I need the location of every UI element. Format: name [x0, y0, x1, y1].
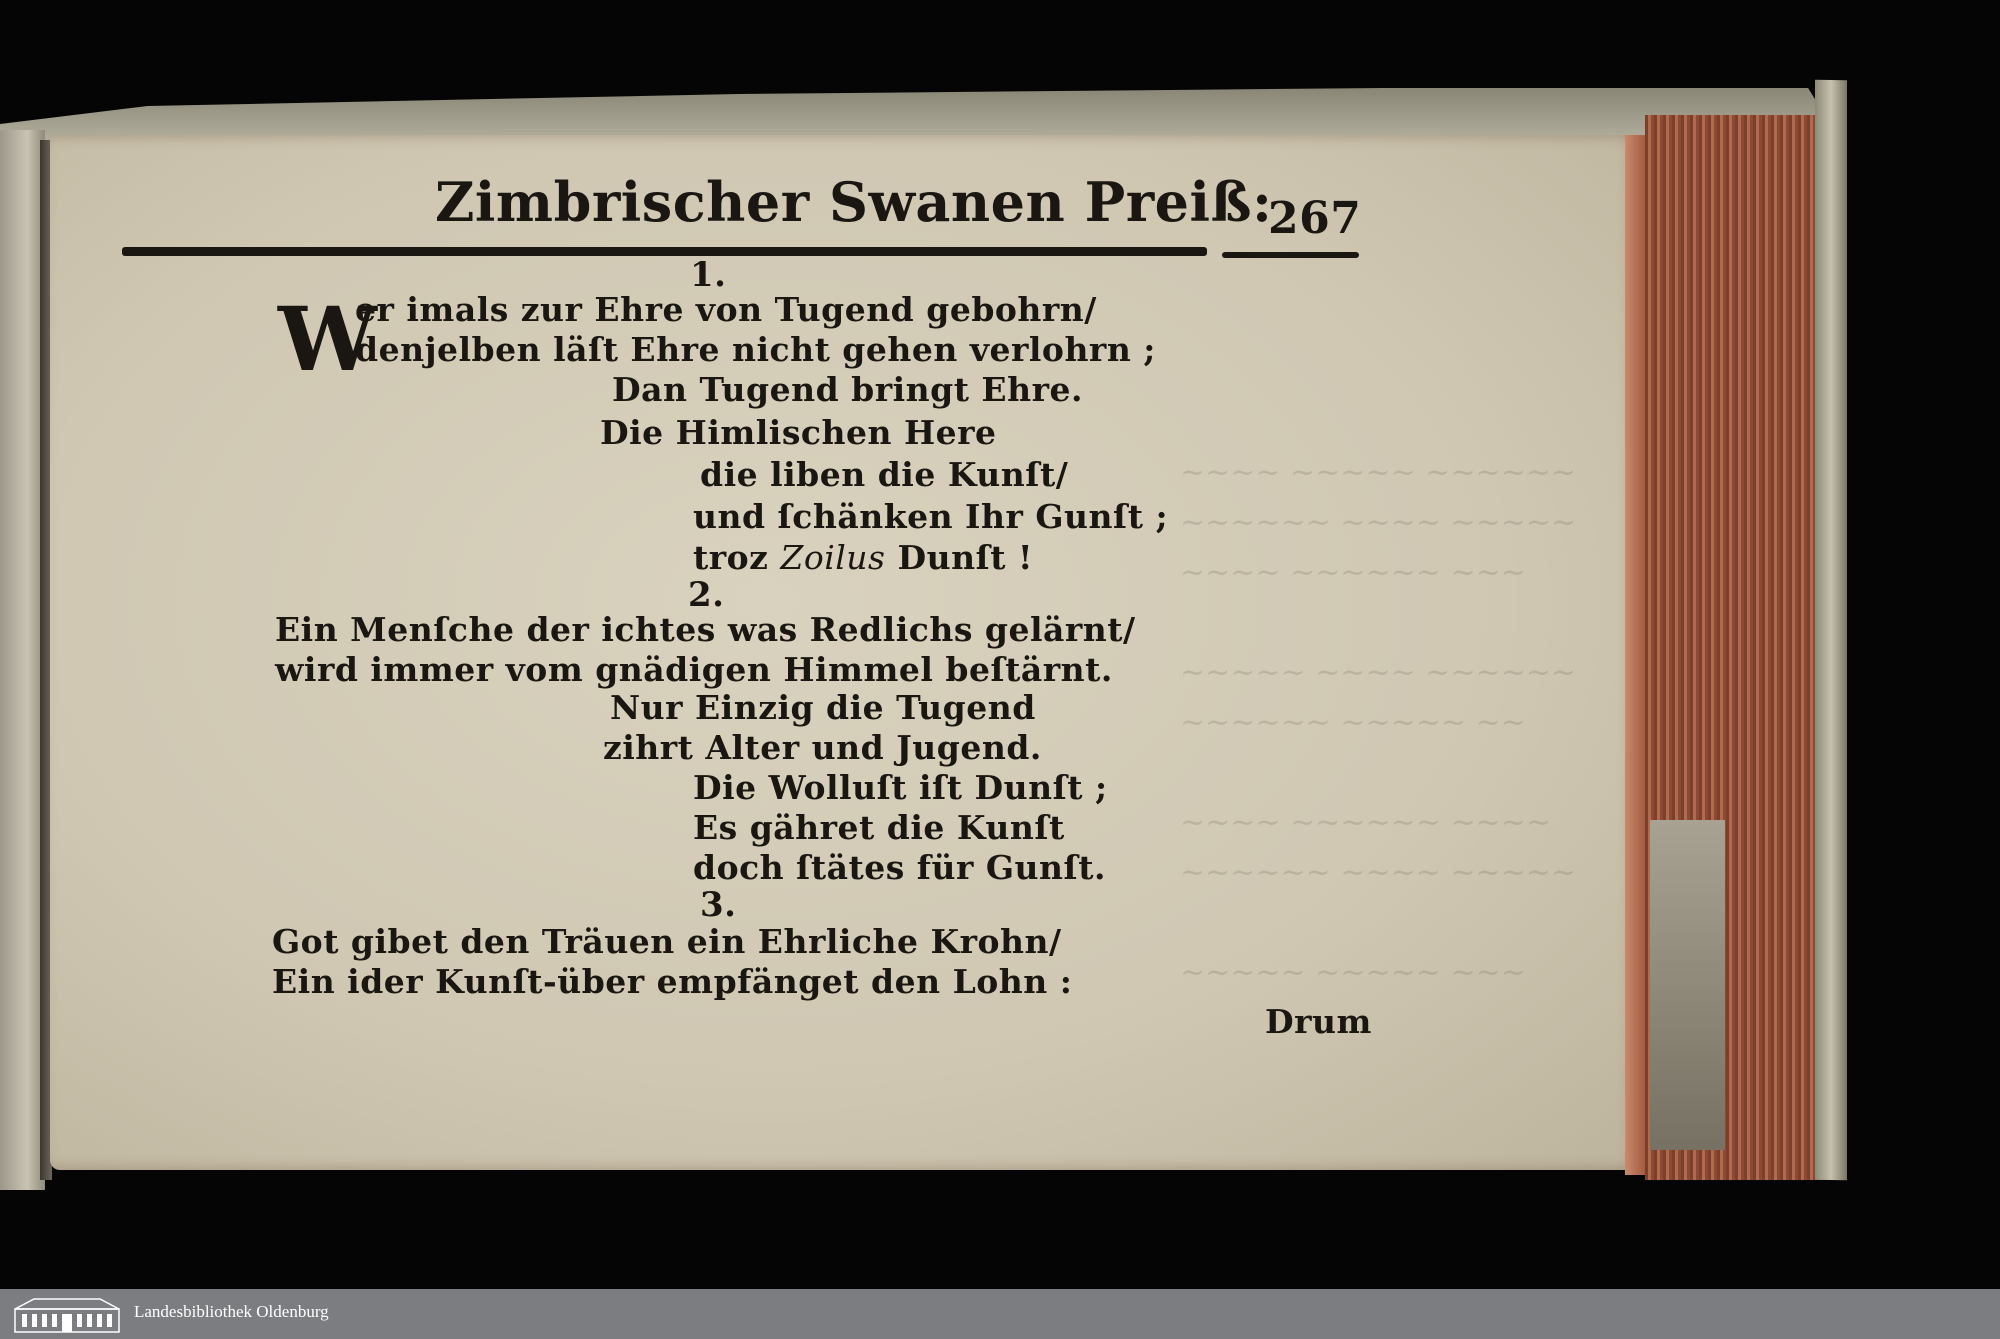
show-through-texture: ~~~~~ ~~~~~ ~~~ [1180, 955, 1526, 990]
stanza-number: 2. [688, 575, 725, 615]
verse-line: Ein ider Kunſt-über empfänget den Lohn : [272, 962, 1073, 1001]
verse-word-italic: Zoilus [780, 538, 886, 577]
verse-line: Es gähret die Kunſt [693, 808, 1065, 847]
verse-line: er imals zur Ehre von Tugend gebohrn/ [355, 290, 1097, 329]
page-red-edge [1625, 135, 1645, 1175]
left-page-edge [0, 130, 45, 1190]
running-head-title: Zimbrischer Swanen Preiß: [435, 170, 1273, 234]
verse-word: troz [693, 538, 769, 577]
verse-line: Die Himlischen Here [600, 413, 997, 452]
verse-line: doch ſtätes für Gunſt. [693, 848, 1106, 887]
show-through-texture: ~~~~~ ~~~~ ~~~~~~ [1180, 655, 1577, 690]
verse-line: Die Wolluſt iſt Dunſt ; [693, 768, 1108, 807]
show-through-texture: ~~~~~~ ~~~~~ ~~ [1180, 705, 1526, 740]
verse-line: und ſchänken Ihr Gunſt ; [693, 497, 1169, 536]
verse-line: Got gibet den Träuen ein Ehrliche Krohn/ [272, 922, 1062, 961]
verse-line: denjelben läſt Ehre nicht gehen verlohrn ; [355, 330, 1156, 369]
footer-bar [0, 1289, 2000, 1339]
verse-word: Dunſt ! [897, 538, 1034, 577]
verse-line: die liben die Kunſt/ [700, 455, 1069, 494]
book-cover-right [1815, 80, 1847, 1181]
stanza-number: 3. [700, 885, 737, 925]
verse-line: wird immer vom gnädigen Himmel beſtärnt. [275, 650, 1113, 689]
page-number: 267 [1268, 193, 1362, 244]
drop-cap-initial: W [278, 287, 377, 391]
library-building-icon [14, 1295, 120, 1333]
header-rule-short [1222, 252, 1359, 258]
show-through-texture: ~~~~ ~~~~~~ ~~~ [1180, 555, 1526, 590]
institution-name: Landesbibliothek Oldenburg [134, 1302, 329, 1321]
stanza-number: 1. [690, 255, 727, 295]
verse-line: Ein Menſche der ichtes was Redlichs gelärnt/ [275, 610, 1136, 649]
catchword: Drum [1265, 1002, 1372, 1041]
verse-line: Dan Tugend bringt Ehre. [612, 370, 1083, 409]
show-through-texture: ~~~~~~ ~~~~ ~~~~~ [1180, 855, 1577, 890]
page-block-shadow [1650, 820, 1725, 1150]
verse-line-last [693, 538, 1033, 577]
header-rule [122, 247, 1207, 256]
verse-line: zihrt Alter und Jugend. [603, 728, 1042, 767]
show-through-texture: ~~~~~~ ~~~~ ~~~~~ [1180, 505, 1577, 540]
verse-line: Nur Einzig die Tugend [610, 688, 1036, 727]
show-through-texture: ~~~~ ~~~~~~ ~~~~ [1180, 805, 1551, 840]
show-through-texture: ~~~~ ~~~~~ ~~~~~~ [1180, 455, 1577, 490]
